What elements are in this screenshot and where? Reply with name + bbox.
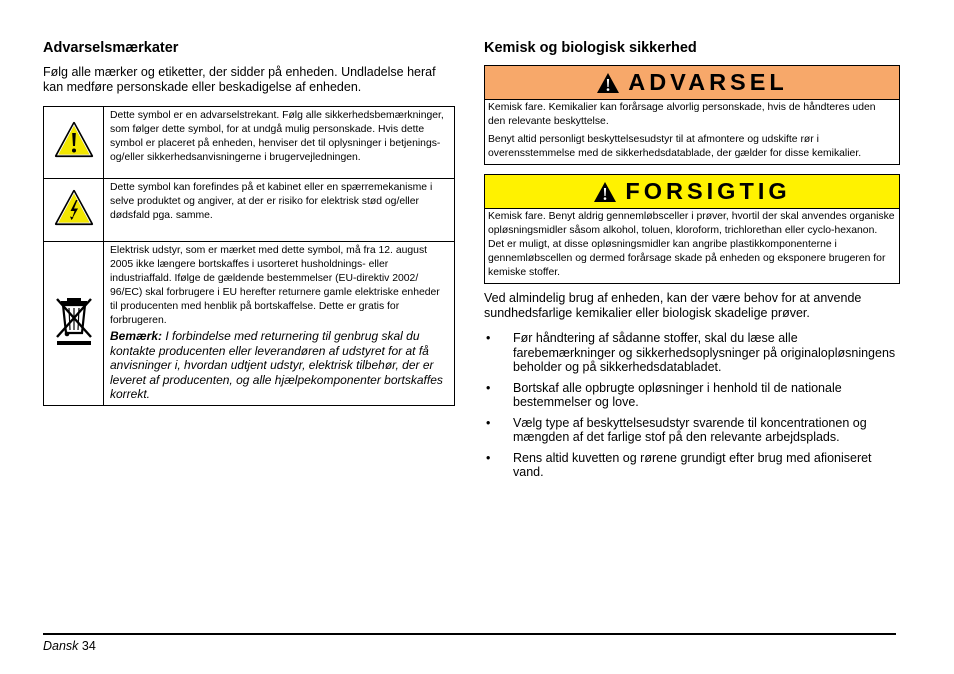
table-row [44,242,455,406]
left-column [43,38,455,406]
table-row [44,107,455,179]
footer-divider [43,633,896,635]
list-item [484,451,900,480]
crossed-bin-icon [52,295,96,347]
symbol-description [104,242,455,406]
warning-banner [485,66,899,100]
section-heading-chemical-safety: Kemisk og biologisk sikkerhed [484,40,697,56]
section-heading-warning-labels: Advarselsmærkater [43,40,179,56]
symbol-description: Dette symbol kan forefindes på et kabinet eller en spærremekanisme i selve produktet og angiver, at der er risiko for elektrisk stød og/eller dødsfald pga. samme. [104,179,455,242]
electric-hazard-icon [54,189,94,227]
caution-paragraph: Kemisk fare. Benyt aldrig gennemløbsceller i prøver, hvortil der skal anvendes organiske opløsningsmidler såsom alkohol, toluen, kloroform, trichlorethan eller cyclo-hexanon. Det er muligt, at disse opløsningsmidler kan angribe plastikkomponenterne i gennemløbscellen og dermed forårsage skade på enheden og eksponere brugeren for kemiske stoffer. [488,211,895,278]
safety-bullet-list [484,331,900,480]
page-footer [43,639,96,653]
warning-paragraph: Kemisk fare. Kemikalier kan forårsage alvorlig personskade, hvis de håndteres uden den relevante beskyttelse. [488,102,876,127]
warning-labels-intro: Følg alle mærker og etiketter, der sidder på enheden. Undladelse heraf kan medføre personskade eller beskadigelse af enheden. [43,65,436,94]
caution-text [485,209,899,283]
chemical-safety-intro: Ved almindelig brug af enheden, kan der være behov for at anvende sundhedsfarlige kemikalier eller biologisk skadelige prøver. [484,291,862,320]
caution-title: FORSIGTIG [625,178,791,204]
warning-triangle-icon [596,72,620,94]
list-item-text: Bortskaf alle opbrugte opløsninger i henhold til de nationale bestemmelser og love. [513,380,842,409]
warning-triangle-icon [593,181,617,203]
table-row [44,179,455,242]
warning-box [484,65,900,165]
caution-box [484,174,900,284]
warning-title: ADVARSEL [628,69,788,95]
symbols-table [43,106,455,406]
bullet-icon: • [486,415,491,430]
note-text: I forbindelse med returnering til genbrug skal du kontakte producenten eller leverandøren af udstyret for at få anvisninger i, hvordan udtjent udstyr, elektrisk tilbehør, der er leveret af producenten, og alle hjælpekomponenter bortskaffes korrekt. [110,329,443,401]
note-label: Bemærk: [110,329,163,343]
warning-paragraph: Benyt altid personligt beskyttelsesudstyr til at afmontere og udskifte rør i overensstemmelse med de sikkerhedsdatablade, der gælder for disse kemikalier. [488,134,862,159]
warning-text [485,100,899,164]
weee-note [110,329,448,402]
page-number: 34 [81,639,96,653]
caution-banner [485,175,899,209]
list-item [484,381,900,410]
bullet-icon: • [486,450,491,465]
list-item-text: Rens altid kuvetten og rørene grundigt efter brug med afioniseret vand. [513,450,872,479]
list-item-text: Vælg type af beskyttelsesudstyr svarende til koncentrationen og mængden af det farlige stof på den relevante arbejdsplads. [513,415,867,444]
warning-triangle-icon [54,121,94,159]
footer-language: Dansk [43,639,79,653]
symbol-cell [44,179,104,242]
list-item-text: Før håndtering af sådanne stoffer, skal du læse alle farebemærkninger og sikkerhedsoplysninger på originalopløsningens beholder og på sikkerhedsdatabladet. [513,331,896,374]
bullet-icon: • [486,331,491,345]
list-item [484,331,900,375]
list-item [484,416,900,445]
right-column [484,38,900,486]
symbol-description: Dette symbol er en advarselstrekant. Følg alle sikkerhedsbemærkninger, som følger dette symbol, for at undgå mulig personskade. Hvis dette symbol er placeret på enheden, henviser det til oplysninger i betjenings- og/eller sikkerhedsanvisningerne i brugervejledningen. [104,107,455,179]
symbol-cell [44,107,104,179]
weee-description: Elektrisk udstyr, som er mærket med dette symbol, må fra 12. august 2005 ikke længere bortskaffes i usorteret husholdnings- eller industriaffald. Ifølge de gældende bestemmelser (EU-direktiv 2002/ 96/EC) skal forbrugere i EU herefter returnere gamle elektriske enheder til producenten med henblik på bortskaffelse. Dette er gratis for forbrugeren. [110,245,440,326]
bullet-icon: • [486,380,491,395]
symbol-cell [44,242,104,406]
